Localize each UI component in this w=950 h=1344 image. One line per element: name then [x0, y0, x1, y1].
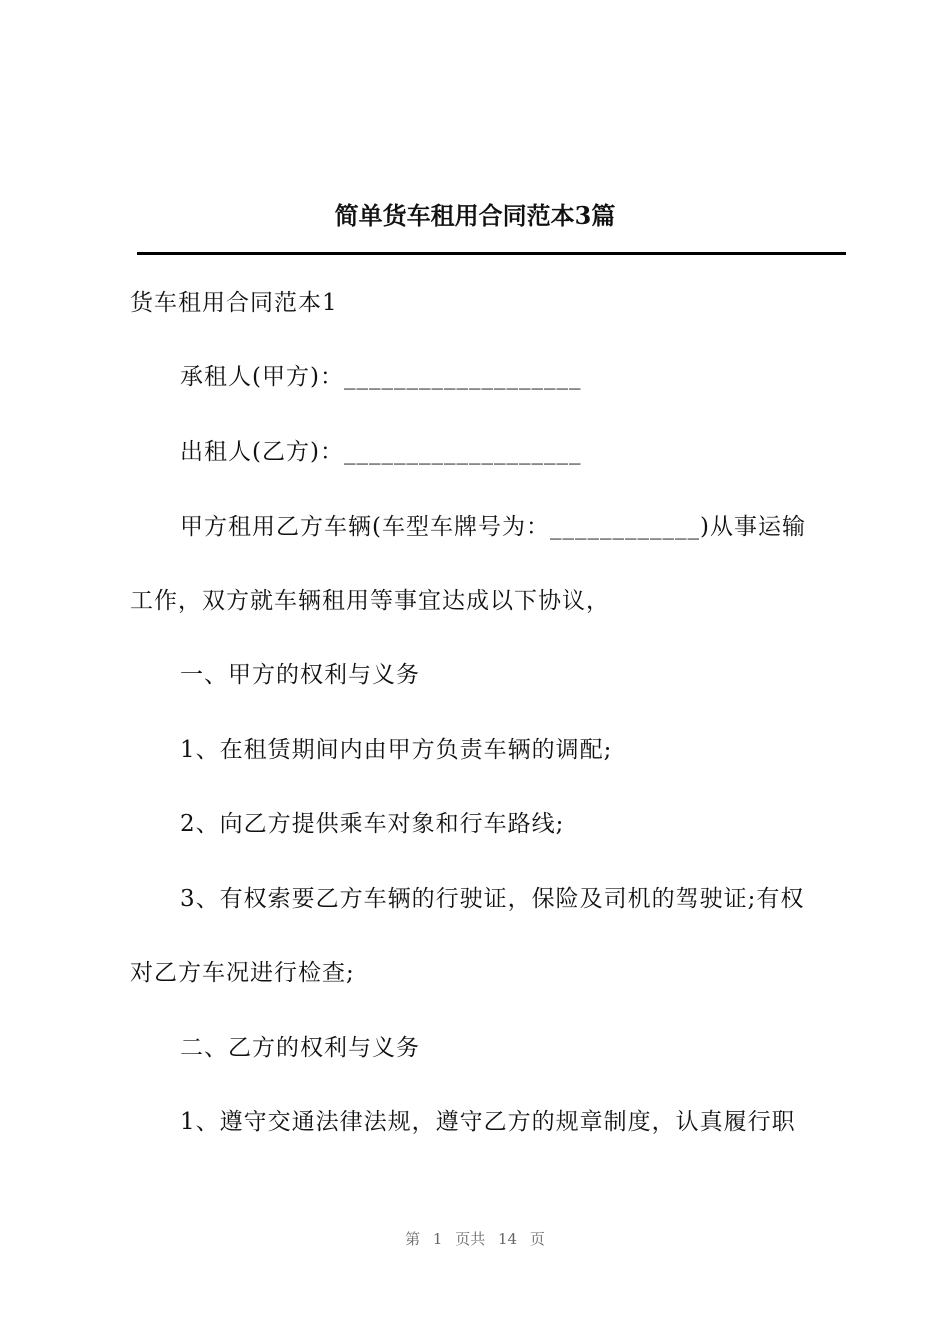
clause-heading: 二、乙方的权利与义务: [180, 1035, 420, 1061]
section-heading: 货车租用合同范本1: [130, 290, 338, 316]
clause-item: 1、遵守交通法律法规，遵守乙方的规章制度，认真履行职: [180, 1109, 796, 1135]
clause-item-continued: 对乙方车况进行检查;: [130, 960, 355, 986]
paragraph-line: 工作，双方就车辆租用等事宜达成以下协议，: [130, 588, 610, 614]
lessee-line: 承租人(甲方)：___________________: [180, 364, 582, 390]
paragraph-line: 甲方租用乙方车辆(车型车牌号为：____________)从事运输: [180, 514, 806, 540]
lessor-line: 出租人(乙方)：___________________: [180, 439, 582, 465]
page-footer: 第 1 页共 14 页: [405, 1230, 545, 1248]
clause-item: 1、在租赁期间内由甲方负责车辆的调配;: [180, 737, 613, 763]
clause-item: 2、向乙方提供乘车对象和行车路线;: [180, 811, 565, 837]
title-divider: [137, 252, 846, 255]
clause-item: 3、有权索要乙方车辆的行驶证，保险及司机的驾驶证;有权: [180, 886, 805, 912]
clause-heading: 一、甲方的权利与义务: [180, 662, 420, 688]
document-title: 简单货车租用合同范本3篇: [334, 201, 616, 230]
